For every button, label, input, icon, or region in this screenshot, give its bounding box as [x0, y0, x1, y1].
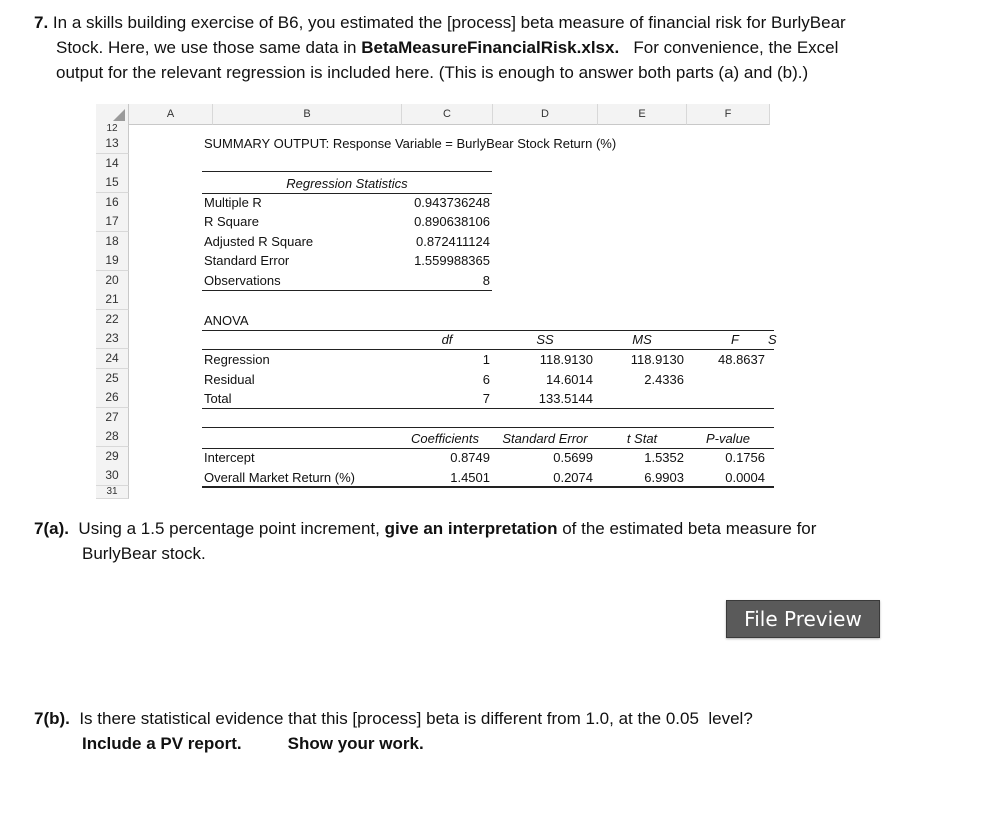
coef-header-p-value: P-value: [705, 431, 751, 446]
excel-regression-output: [96, 104, 777, 498]
question-7b-label: 7(b).: [34, 709, 70, 728]
column-header-e: E: [598, 104, 687, 125]
anova-ms: 2.4336: [644, 372, 684, 387]
coef-header-standard-error: Standard Error: [502, 431, 588, 446]
row-header: 20: [96, 271, 129, 291]
anova-row-label: Regression: [204, 352, 270, 367]
row-header: 28: [96, 427, 129, 447]
column-header-a: A: [129, 104, 213, 125]
anova-ss: 133.5144: [538, 391, 593, 406]
coef-header-coefficients: Coefficients: [411, 431, 479, 446]
row-header: 21: [96, 290, 129, 310]
coef-standard-error: 0.5699: [553, 450, 593, 465]
question-7-line-3: output for the relevant regression is included here. (This is enough to answer both parts (a) and (b).): [56, 63, 809, 82]
anova-header-ss: SS: [536, 332, 554, 347]
anova-row-label: Total: [204, 391, 232, 406]
question-number: 7.: [34, 13, 49, 32]
reg-stat-value: 0.943736248: [414, 195, 490, 210]
reg-stat-value: 0.890638106: [414, 214, 490, 229]
anova-ss: 14.6014: [546, 372, 593, 387]
row-header: 13: [96, 134, 129, 154]
row-header: 19: [96, 251, 129, 271]
row-header: 12: [96, 124, 129, 135]
coef-header-t-stat: t Stat: [626, 431, 658, 446]
row-header: 30: [96, 466, 129, 486]
anova-df: 7: [482, 391, 490, 406]
coef-row-label: Intercept: [204, 450, 255, 465]
row-header: 31: [96, 486, 129, 499]
anova-ss: 118.9130: [539, 352, 593, 367]
anova-header-f: F: [731, 332, 739, 347]
row-header: 18: [96, 232, 129, 252]
coef-value: 1.4501: [450, 470, 490, 485]
anova-header-significance: S: [768, 332, 777, 347]
coef-value: 0.8749: [450, 450, 490, 465]
row-header: 24: [96, 349, 129, 369]
reg-stat-value: 1.559988365: [414, 253, 490, 268]
reg-stat-label: Multiple R: [204, 195, 262, 210]
question-7a: 7(a). Using a 1.5 percentage point increment, give an interpretation of the estimated beta measure for BurlyBear stock.: [34, 519, 817, 563]
reg-stat-label: R Square: [204, 214, 259, 229]
reg-stat-value: 8: [482, 273, 490, 288]
question-7a-label: 7(a).: [34, 519, 69, 538]
anova-header-df: df: [441, 332, 453, 347]
row-header: 15: [96, 173, 129, 193]
question-7: [34, 10, 964, 85]
coef-standard-error: 0.2074: [553, 470, 593, 485]
row-header: 25: [96, 369, 129, 389]
row-header: 23: [96, 329, 129, 349]
column-header-c: C: [402, 104, 493, 125]
regression-statistics-header: Regression Statistics: [286, 176, 408, 191]
row-header: 29: [96, 447, 129, 467]
anova-df: 1: [482, 352, 490, 367]
coef-t-stat: 6.9903: [644, 470, 684, 485]
file-preview-button[interactable]: File Preview: [726, 600, 880, 638]
anova-ms: 118.9130: [630, 352, 684, 367]
reg-stat-label: Observations: [204, 273, 281, 288]
anova-label: ANOVA: [204, 313, 249, 328]
column-header-f: F: [687, 104, 770, 125]
question-7-line-1: 7. In a skills building exercise of B6, you estimated the [process] beta measure of financial risk for BurlyBear: [34, 13, 846, 32]
anova-df: 6: [482, 372, 490, 387]
anova-header-ms: MS: [632, 332, 652, 347]
row-header: 17: [96, 212, 129, 232]
filename: BetaMeasureFinancialRisk.xlsx.: [361, 38, 620, 57]
reg-stat-label: Standard Error: [204, 253, 290, 268]
row-header: 14: [96, 154, 129, 174]
row-header: 16: [96, 193, 129, 213]
coef-row-label: Overall Market Return (%): [204, 470, 355, 485]
row-header: 26: [96, 388, 129, 408]
instruction-pv-report: Include a PV report.: [82, 734, 242, 753]
row-header: 27: [96, 408, 129, 428]
reg-stat-label: Adjusted R Square: [204, 234, 314, 249]
anova-f: 48.8637: [718, 352, 765, 367]
anova-row-label: Residual: [204, 372, 255, 387]
reg-stat-value: 0.872411124: [416, 234, 490, 249]
question-7-line-2: Stock. Here, we use those same data in BetaMeasureFinancialRisk.xlsx. For convenience, the Excel: [56, 38, 839, 57]
question-7b: 7(b). Is there statistical evidence that this [process] beta is different from 1.0, at the 0.05 level? Include a PV report. Show your work.: [34, 709, 753, 753]
column-header-b: B: [213, 104, 402, 125]
coef-p-value: 0.0004: [725, 470, 765, 485]
select-all-corner: [96, 104, 129, 125]
summary-title: SUMMARY OUTPUT: Response Variable = BurlyBear Stock Return (%): [204, 136, 617, 151]
coef-p-value: 0.1756: [725, 450, 765, 465]
coef-t-stat: 1.5352: [644, 450, 684, 465]
row-header: 22: [96, 310, 129, 330]
column-header-d: D: [493, 104, 598, 125]
instruction-show-work: Show your work.: [287, 734, 424, 753]
